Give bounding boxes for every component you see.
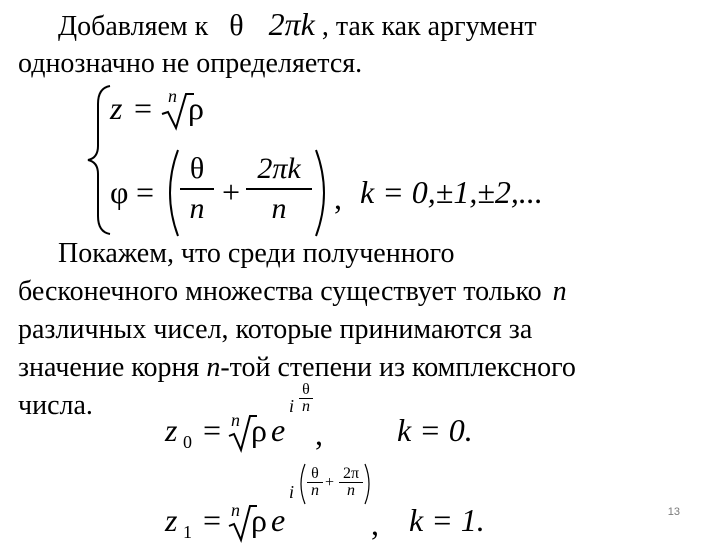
system-root-index: n (168, 86, 177, 106)
fraction-2pik-over-n (246, 152, 312, 226)
paragraph-intro-line1 (58, 6, 720, 45)
body-line4-text-a: значение корня (18, 352, 207, 383)
paragraph-body-line5: числа. (18, 390, 93, 421)
system-z: z (110, 90, 123, 126)
z1-eq: = (203, 502, 222, 538)
fraction-n2: n (271, 192, 287, 225)
intro-text-before: Добавляем к (58, 11, 209, 42)
fraction-theta-over-n (180, 152, 214, 226)
z1-exp-right-paren-icon (363, 462, 373, 506)
body-line4-text-b: -той степени из комплексного (220, 352, 576, 383)
z1-exp-i: i (289, 482, 295, 502)
equation-system (80, 80, 580, 240)
theta-symbol: θ (229, 9, 244, 42)
z0-root-index: n (231, 410, 240, 430)
z1-comma: , (371, 506, 379, 542)
z1-k-value: k = 1. (409, 502, 485, 538)
formula-z0 (165, 381, 495, 456)
z0-eq: = (203, 412, 222, 448)
z0-exp-i: i (289, 396, 295, 416)
z0-k-value: k = 0. (397, 412, 473, 448)
paragraph-body-line1: Покажем, что среди полученного (58, 238, 455, 269)
z1-exp-two-pi: 2π (342, 465, 360, 482)
z0-exp-theta: θ (302, 381, 310, 398)
right-paren-icon (312, 148, 334, 238)
plus-sign: + (222, 174, 241, 210)
system-phi: φ (110, 174, 129, 210)
body-line2-text: бесконечного множества существует только (18, 276, 542, 307)
z0-exp-n: n (302, 398, 310, 415)
system-rho: ρ (188, 90, 204, 126)
body-line4-n: n (206, 352, 221, 383)
z1-subscript: 1 (183, 522, 192, 542)
k-range: k = 0,±1,±2,... (360, 174, 543, 210)
z1-exp-fraction2 (339, 466, 363, 499)
z1-exp-n1: n (311, 482, 319, 499)
paragraph-body-line4 (18, 350, 708, 386)
body-line2-n: n (552, 276, 567, 307)
system-eq1: = (134, 90, 153, 126)
z0-e: e (271, 412, 286, 448)
paragraph-intro-line2: однозначно не определяется. (18, 48, 363, 79)
z0-comma: , (315, 416, 323, 452)
z0-subscript: 0 (183, 432, 192, 452)
z1-exp-theta: θ (311, 465, 319, 482)
system-eq2: = (136, 174, 155, 210)
z0-rho: ρ (251, 412, 267, 448)
z0-z: z (165, 412, 178, 448)
fraction-n: n (189, 192, 205, 225)
intro-text-after: , так как аргумент (321, 11, 537, 42)
page-number: 13 (667, 506, 680, 518)
system-comma: , (334, 180, 342, 216)
paragraph-body-line2 (18, 274, 708, 310)
fraction-theta: θ (189, 152, 205, 185)
left-paren-icon (160, 148, 182, 238)
z1-exp-n2: n (347, 482, 355, 499)
z1-rho: ρ (251, 502, 267, 538)
z1-z: z (165, 502, 178, 538)
z0-exp-fraction (299, 382, 313, 415)
z1-exp-left-paren-icon (297, 462, 307, 506)
two-pi-k-term: 2πk (268, 6, 315, 42)
z1-e: e (271, 502, 286, 538)
z1-exp-plus: + (325, 474, 335, 491)
fraction-2pik: 2πk (257, 152, 301, 185)
formula-z1 (165, 460, 495, 542)
paragraph-body-line3: различных чисел, которые принимаются за (18, 314, 533, 345)
z1-root-index: n (231, 500, 240, 520)
z1-exp-fraction1 (307, 466, 323, 499)
